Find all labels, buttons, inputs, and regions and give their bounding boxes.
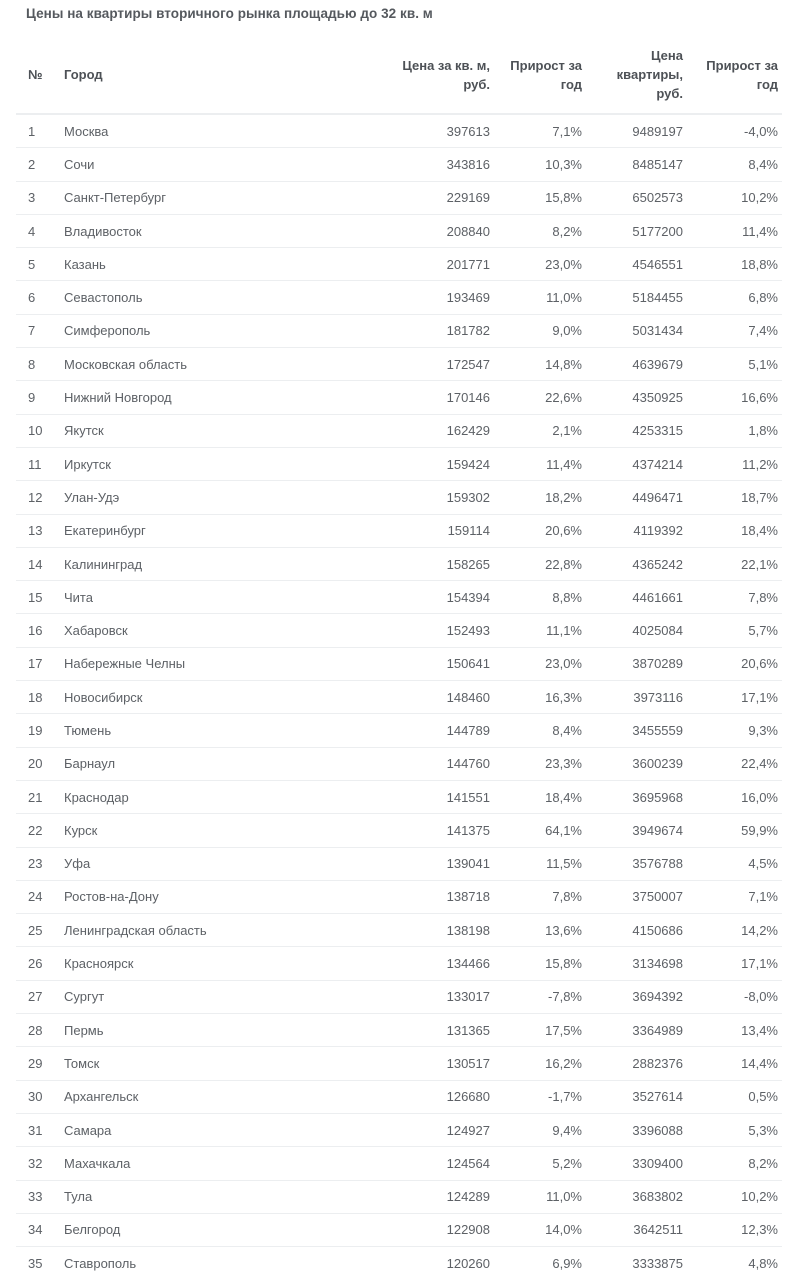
cell-city: Московская область: [60, 348, 384, 381]
cell-growth-m2: 13,6%: [494, 914, 586, 947]
cell-num: 8: [16, 348, 60, 381]
cell-price-flat: 4150686: [586, 914, 687, 947]
table-row: [16, 1113, 782, 1146]
cell-price-per-m2: 162429: [384, 414, 494, 447]
cell-growth-flat: 7,1%: [687, 880, 782, 913]
table-row: [16, 647, 782, 680]
cell-num: 19: [16, 714, 60, 747]
cell-num: 9: [16, 381, 60, 414]
table-row: [16, 947, 782, 980]
cell-price-per-m2: 158265: [384, 547, 494, 580]
cell-price-flat: 3576788: [586, 847, 687, 880]
table-row: [16, 447, 782, 480]
cell-growth-flat: 11,2%: [687, 447, 782, 480]
cell-growth-m2: 16,3%: [494, 681, 586, 714]
cell-city: Казань: [60, 248, 384, 281]
cell-num: 14: [16, 547, 60, 580]
cell-price-flat: 4365242: [586, 547, 687, 580]
cell-price-per-m2: 124289: [384, 1180, 494, 1213]
cell-num: 7: [16, 314, 60, 347]
cell-price-per-m2: 126680: [384, 1080, 494, 1113]
cell-price-per-m2: 130517: [384, 1047, 494, 1080]
cell-price-per-m2: 172547: [384, 348, 494, 381]
cell-num: 33: [16, 1180, 60, 1213]
header-growth-flat: Прирост за год: [687, 43, 782, 114]
cell-price-flat: 3134698: [586, 947, 687, 980]
cell-city: Ростов-на-Дону: [60, 880, 384, 913]
table-row: [16, 148, 782, 181]
cell-growth-m2: 23,0%: [494, 647, 586, 680]
table-row: [16, 114, 782, 148]
cell-growth-m2: 23,0%: [494, 248, 586, 281]
cell-price-flat: 3455559: [586, 714, 687, 747]
cell-price-per-m2: 159114: [384, 514, 494, 547]
cell-growth-flat: 1,8%: [687, 414, 782, 447]
table-row: [16, 880, 782, 913]
cell-growth-m2: 20,6%: [494, 514, 586, 547]
cell-num: 26: [16, 947, 60, 980]
cell-price-flat: 3600239: [586, 747, 687, 780]
table-header: [16, 43, 782, 114]
cell-num: 10: [16, 414, 60, 447]
table-row: [16, 614, 782, 647]
cell-city: Ставрополь: [64, 1255, 137, 1271]
cell-price-per-m2: 201771: [384, 248, 494, 281]
header-city: Город: [60, 43, 384, 114]
cell-growth-m2: 23,3%: [494, 747, 586, 780]
cell-price-per-m2: 150641: [384, 647, 494, 680]
cell-city: Ленинградская область: [60, 914, 384, 947]
cell-price-per-m2: 141551: [384, 780, 494, 813]
cell-growth-m2: 7,1%: [494, 114, 586, 148]
table-row: [16, 914, 782, 947]
cell-growth-flat: 0,5%: [687, 1080, 782, 1113]
cell-growth-flat: 7,8%: [687, 581, 782, 614]
cell-growth-flat: 10,2%: [687, 1180, 782, 1213]
cell-growth-m2: 8,8%: [494, 581, 586, 614]
cell-price-per-m2: 144760: [384, 747, 494, 780]
cell-growth-m2: 11,0%: [494, 281, 586, 314]
cell-city: Набережные Челны: [60, 647, 384, 680]
cell-city: Краснодар: [60, 780, 384, 813]
cell-num: 35: [28, 1255, 43, 1271]
cell-growth-m2: 11,0%: [494, 1180, 586, 1213]
cell-price-flat: 3683802: [586, 1180, 687, 1213]
cell-growth-flat: -4,0%: [687, 114, 782, 148]
table-row: [16, 514, 782, 547]
cell-growth-m2: 16,2%: [494, 1047, 586, 1080]
cell-city: Новосибирск: [60, 681, 384, 714]
cell-price-flat: 4374214: [586, 447, 687, 480]
cell-growth-m2: 11,4%: [494, 447, 586, 480]
cell-num: 12: [16, 481, 60, 514]
cell-price-per-m2: 154394: [384, 581, 494, 614]
cell-num: 17: [16, 647, 60, 680]
cell-price-flat: 4119392: [586, 514, 687, 547]
cell-price-flat: 3973116: [586, 681, 687, 714]
cell-growth-flat: 10,2%: [687, 181, 782, 214]
table-row: [16, 747, 782, 780]
cell-price-flat: 3750007: [586, 880, 687, 913]
cell-growth-flat: 17,1%: [687, 681, 782, 714]
table-row: [16, 1247, 782, 1280]
cell-growth-flat: 6,8%: [687, 281, 782, 314]
cell-price-flat: 3695968: [586, 780, 687, 813]
cell-price-flat: 6502573: [586, 181, 687, 214]
cell-price-flat: 3364989: [586, 1014, 687, 1047]
table-row: [16, 1080, 782, 1113]
cell-growth-m2: 8,4%: [494, 714, 586, 747]
cell-num: 20: [16, 747, 60, 780]
cell-price-flat: 4496471: [586, 481, 687, 514]
cell-growth-m2: 64,1%: [494, 814, 586, 847]
cell-growth-m2: -1,7%: [494, 1080, 586, 1113]
cell-growth-m2: -7,8%: [494, 980, 586, 1013]
cell-price-per-m2: 159424: [384, 447, 494, 480]
table-row: [16, 481, 782, 514]
cell-city: Екатеринбург: [60, 514, 384, 547]
table-row: [16, 780, 782, 813]
cell-growth-flat: 8,2%: [687, 1147, 782, 1180]
cell-price-flat: 3694392: [586, 980, 687, 1013]
header-row: [16, 43, 782, 114]
header-num: №: [16, 43, 60, 114]
cell-num: 2: [16, 148, 60, 181]
cell-price-per-m2: 122908: [384, 1213, 494, 1246]
cell-city: Калининград: [60, 547, 384, 580]
cell-city: Красноярск: [60, 947, 384, 980]
cell-num: 18: [16, 681, 60, 714]
table-row: [16, 248, 782, 281]
cell-city: Улан-Удэ: [60, 481, 384, 514]
cell-growth-m2: 9,4%: [494, 1113, 586, 1146]
cell-num: 6: [16, 281, 60, 314]
cell-growth-flat: 22,4%: [687, 747, 782, 780]
cell-price-flat: 4639679: [586, 348, 687, 381]
cell-growth-flat: 4,5%: [687, 847, 782, 880]
cell-city: Якутск: [60, 414, 384, 447]
cell-num: 16: [16, 614, 60, 647]
cell-num: 27: [16, 980, 60, 1013]
cell-growth-m2: 15,8%: [494, 181, 586, 214]
cell-growth-m2: 11,1%: [494, 614, 586, 647]
cell-growth-flat: 7,4%: [687, 314, 782, 347]
cell-price-flat: 5177200: [586, 214, 687, 247]
cell-city: Сочи: [60, 148, 384, 181]
cell-growth-flat: 5,1%: [687, 348, 782, 381]
cell-city: Томск: [60, 1047, 384, 1080]
cell-growth-flat: 14,2%: [687, 914, 782, 947]
cell-num: 3: [16, 181, 60, 214]
table-row: [16, 1213, 782, 1246]
cell-growth-flat: 16,0%: [687, 780, 782, 813]
table-row: [16, 181, 782, 214]
cell-growth-m2: 8,2%: [494, 214, 586, 247]
cell-growth-m2: 2,1%: [494, 414, 586, 447]
table-row: [16, 714, 782, 747]
cell-num: 11: [16, 447, 60, 480]
cell-city: Тула: [60, 1180, 384, 1213]
cell-num: 24: [16, 880, 60, 913]
cell-price-flat: 4546551: [586, 248, 687, 281]
cell-price-per-m2: 144789: [384, 714, 494, 747]
cell-growth-flat: 59,9%: [687, 814, 782, 847]
header-price-flat: Цена квартиры, руб.: [586, 43, 687, 114]
cell-num: 1: [16, 114, 60, 148]
cell-growth-flat: 14,4%: [687, 1047, 782, 1080]
cell-growth-m2: 5,2%: [494, 1147, 586, 1180]
cell-city: Чита: [60, 581, 384, 614]
table-row: [16, 414, 782, 447]
cell-num: 22: [16, 814, 60, 847]
cell-price-per-m2: 159302: [384, 481, 494, 514]
cell-price-per-m2: 131365: [384, 1014, 494, 1047]
cell-price-per-m2: 181782: [384, 314, 494, 347]
cell-city: Барнаул: [60, 747, 384, 780]
cell-num: 21: [16, 780, 60, 813]
cell-growth-flat: 18,8%: [687, 248, 782, 281]
cell-price-flat: 3870289: [586, 647, 687, 680]
cell-price-per-m2: 193469: [384, 281, 494, 314]
cell-price-per-m2: 138198: [384, 914, 494, 947]
table-row: [16, 581, 782, 614]
cell-city: Самара: [60, 1113, 384, 1146]
table-body: [16, 114, 782, 1279]
cell-num: 25: [16, 914, 60, 947]
page-title: Цены на квартиры вторичного рынка площадью до 32 кв. м: [26, 6, 433, 21]
cell-price-flat: 3333875: [632, 1255, 683, 1271]
cell-num: 34: [16, 1213, 60, 1246]
header-growth-m2: Прирост за год: [494, 43, 586, 114]
cell-price-flat: 4025084: [586, 614, 687, 647]
table-row: [16, 547, 782, 580]
cell-price-flat: 3642511: [586, 1213, 687, 1246]
cell-num: 28: [16, 1014, 60, 1047]
cell-city: Нижний Новгород: [60, 381, 384, 414]
cell-growth-m2: 11,5%: [494, 847, 586, 880]
cell-growth-flat: 13,4%: [687, 1014, 782, 1047]
cell-growth-flat: 4,8%: [748, 1255, 778, 1271]
table-row: [16, 381, 782, 414]
table-row: [16, 1147, 782, 1180]
cell-growth-flat: 22,1%: [687, 547, 782, 580]
cell-city: Санкт-Петербург: [60, 181, 384, 214]
cell-growth-m2: 9,0%: [494, 314, 586, 347]
header-price-per-m2: Цена за кв. м, руб.: [384, 43, 494, 114]
cell-growth-flat: 5,3%: [687, 1113, 782, 1146]
cell-num: 23: [16, 847, 60, 880]
cell-price-per-m2: 148460: [384, 681, 494, 714]
cell-price-flat: 3396088: [586, 1113, 687, 1146]
cell-price-flat: 4253315: [586, 414, 687, 447]
table-row: [16, 1180, 782, 1213]
cell-price-per-m2: 124927: [384, 1113, 494, 1146]
cell-price-flat: 3949674: [586, 814, 687, 847]
cell-growth-flat: 20,6%: [687, 647, 782, 680]
cell-growth-m2: 15,8%: [494, 947, 586, 980]
cell-growth-m2: 18,2%: [494, 481, 586, 514]
table-row: [16, 314, 782, 347]
cell-growth-m2: 14,8%: [494, 348, 586, 381]
cell-city: Симферополь: [60, 314, 384, 347]
cell-price-per-m2: 138718: [384, 880, 494, 913]
prices-table: [16, 43, 782, 1279]
cell-growth-flat: 11,4%: [687, 214, 782, 247]
cell-growth-flat: 8,4%: [687, 148, 782, 181]
cell-city: Белгород: [60, 1213, 384, 1246]
cell-growth-flat: -8,0%: [687, 980, 782, 1013]
table-row: [16, 214, 782, 247]
cell-growth-flat: 17,1%: [687, 947, 782, 980]
table-row: [16, 814, 782, 847]
cell-price-per-m2: 141375: [384, 814, 494, 847]
cell-city: Москва: [60, 114, 384, 148]
cell-price-flat: 8485147: [586, 148, 687, 181]
cell-price-flat: 5184455: [586, 281, 687, 314]
cell-city: Севастополь: [60, 281, 384, 314]
cell-city: Сургут: [60, 980, 384, 1013]
cell-price-flat: 3309400: [586, 1147, 687, 1180]
cell-num: 5: [16, 248, 60, 281]
cell-growth-flat: 16,6%: [687, 381, 782, 414]
cell-growth-flat: 5,7%: [687, 614, 782, 647]
cell-num: 29: [16, 1047, 60, 1080]
cell-price-per-m2: 139041: [384, 847, 494, 880]
cell-price-per-m2: 343816: [384, 148, 494, 181]
table-row: [16, 1047, 782, 1080]
cell-price-per-m2: 120260: [446, 1255, 490, 1271]
cell-growth-m2: 18,4%: [494, 780, 586, 813]
cell-growth-m2: 22,6%: [494, 381, 586, 414]
cell-growth-m2: 22,8%: [494, 547, 586, 580]
cell-city: Владивосток: [60, 214, 384, 247]
cell-price-flat: 4350925: [586, 381, 687, 414]
cell-growth-m2: 7,8%: [494, 880, 586, 913]
cell-city: Пермь: [60, 1014, 384, 1047]
table-row: [16, 1014, 782, 1047]
cell-city: Курск: [60, 814, 384, 847]
cell-growth-m2: 17,5%: [494, 1014, 586, 1047]
cell-growth-flat: 18,7%: [687, 481, 782, 514]
cell-growth-flat: 12,3%: [687, 1213, 782, 1246]
cell-city: Хабаровск: [60, 614, 384, 647]
cell-price-per-m2: 170146: [384, 381, 494, 414]
cell-growth-flat: 18,4%: [687, 514, 782, 547]
cell-growth-flat: 9,3%: [687, 714, 782, 747]
cell-price-per-m2: 229169: [384, 181, 494, 214]
cell-price-per-m2: 133017: [384, 980, 494, 1013]
cell-city: Махачкала: [60, 1147, 384, 1180]
table-row: [16, 980, 782, 1013]
table-row: [16, 348, 782, 381]
cell-num: 31: [16, 1113, 60, 1146]
cell-price-flat: 3527614: [586, 1080, 687, 1113]
table-row: [16, 681, 782, 714]
cell-city: Архангельск: [60, 1080, 384, 1113]
cell-num: 30: [16, 1080, 60, 1113]
table-row: [16, 281, 782, 314]
cell-price-per-m2: 397613: [384, 114, 494, 148]
cell-price-per-m2: 124564: [384, 1147, 494, 1180]
cell-price-per-m2: 208840: [384, 214, 494, 247]
cell-num: 32: [16, 1147, 60, 1180]
cell-num: 15: [16, 581, 60, 614]
cell-price-per-m2: 152493: [384, 614, 494, 647]
cell-growth-m2: 10,3%: [494, 148, 586, 181]
cell-growth-m2: 14,0%: [494, 1213, 586, 1246]
cell-price-flat: 5031434: [586, 314, 687, 347]
cell-num: 13: [16, 514, 60, 547]
cell-city: Уфа: [60, 847, 384, 880]
cell-price-flat: 4461661: [586, 581, 687, 614]
cell-price-flat: 2882376: [586, 1047, 687, 1080]
cell-growth-m2: 6,9%: [552, 1255, 582, 1271]
cell-price-per-m2: 134466: [384, 947, 494, 980]
cell-num: 4: [16, 214, 60, 247]
table-row: [16, 847, 782, 880]
cell-price-flat: 9489197: [586, 114, 687, 148]
cell-city: Иркутск: [60, 447, 384, 480]
cell-city: Тюмень: [60, 714, 384, 747]
